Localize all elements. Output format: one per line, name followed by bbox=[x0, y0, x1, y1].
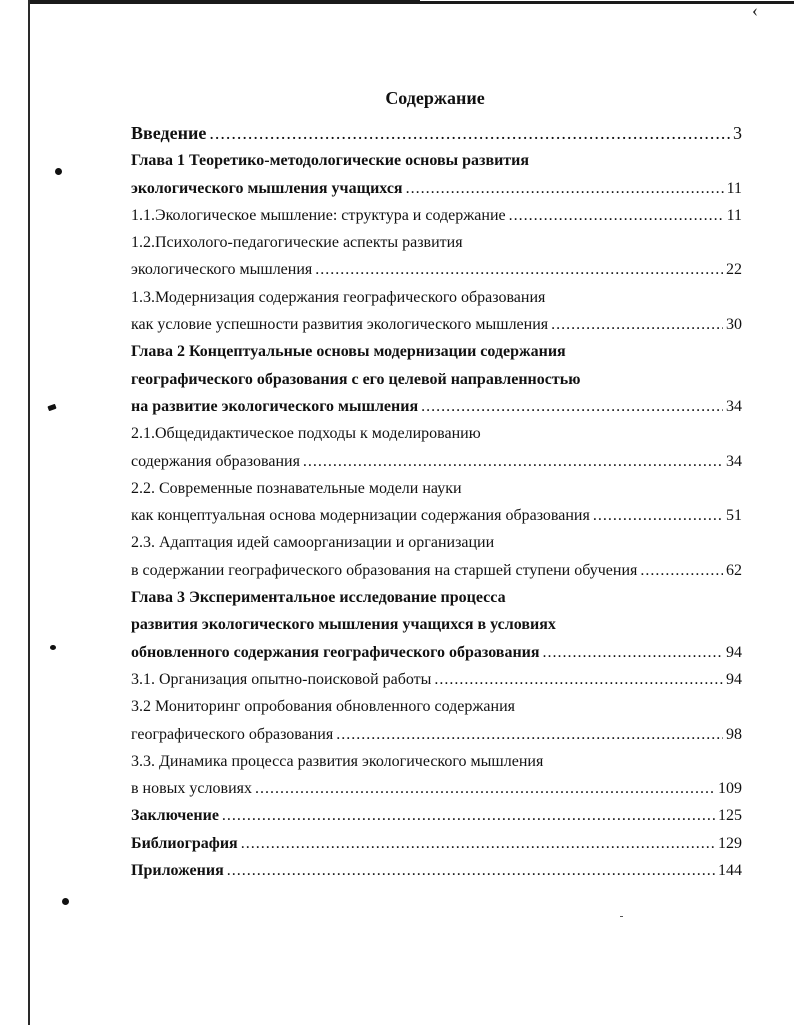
toc-entry-text: содержания образования bbox=[131, 452, 300, 470]
punch-hole-mark bbox=[47, 404, 56, 411]
toc-entry-text: развития экологического мышления учащихся в условиях bbox=[131, 616, 556, 634]
toc-entry-text: в содержании географического образования на старшей ступени обучения bbox=[131, 561, 638, 579]
toc-entry bbox=[131, 748, 742, 803]
toc-entry bbox=[131, 147, 742, 202]
toc-entry-text: экологического мышления учащихся bbox=[131, 179, 403, 197]
toc-dot-leader bbox=[255, 775, 715, 802]
toc-entry bbox=[131, 229, 742, 284]
toc-entry bbox=[131, 693, 742, 748]
toc-page-number: 51 bbox=[726, 507, 742, 525]
toc-entry-text: 2.1.Общедидактическое подходы к моделированию bbox=[131, 425, 481, 443]
toc-dot-leader bbox=[593, 502, 723, 529]
toc-dot-leader bbox=[543, 639, 723, 666]
toc-entry-text: 3.1. Организация опытно-поисковой работы bbox=[131, 670, 432, 688]
toc-entry-line bbox=[131, 366, 742, 393]
toc-entry-text: 3.3. Динамика процесса развития экологического мышления bbox=[131, 752, 544, 770]
toc-dot-leader bbox=[421, 393, 723, 420]
toc-page-number: 34 bbox=[726, 452, 742, 470]
toc-dot-leader bbox=[640, 557, 723, 584]
toc-entry bbox=[131, 202, 742, 229]
punch-hole-mark bbox=[55, 168, 62, 175]
toc-entry-text: Глава 3 Экспериментальное исследование процесса bbox=[131, 589, 506, 607]
toc-page-number: 98 bbox=[726, 725, 742, 743]
toc-entry-text: Приложения bbox=[131, 862, 224, 880]
toc-entry-line-with-page bbox=[131, 202, 742, 229]
scan-speck bbox=[620, 916, 623, 917]
toc-entry-text: Глава 2 Концептуальные основы модернизации содержания bbox=[131, 343, 566, 361]
toc-page-number: 94 bbox=[726, 643, 742, 661]
toc-page-number: 30 bbox=[726, 316, 742, 334]
page-title: Содержание bbox=[385, 88, 485, 108]
toc-entry-line-with-page bbox=[131, 256, 742, 283]
toc-entry-line bbox=[131, 584, 742, 611]
toc-entry-line bbox=[131, 475, 742, 502]
toc-entry bbox=[131, 584, 742, 666]
toc-entry-text: как условие успешности развития экологического мышления bbox=[131, 316, 549, 334]
toc-entry-line-with-page bbox=[131, 175, 742, 202]
toc-entry-text: обновленного содержания географического образования bbox=[131, 643, 540, 661]
toc-entry-text: географического образования с его целевой направленностью bbox=[131, 370, 581, 388]
scan-border-left bbox=[28, 0, 30, 1025]
toc-dot-leader bbox=[551, 311, 723, 338]
toc-page-number: 144 bbox=[718, 862, 742, 880]
toc-dot-leader bbox=[241, 830, 715, 857]
toc-entry bbox=[131, 666, 742, 693]
toc-entry-text: на развитие экологического мышления bbox=[131, 397, 419, 415]
toc-page-number: 11 bbox=[726, 206, 742, 224]
toc-entry-line bbox=[131, 748, 742, 775]
toc-entry-text: в новых условиях bbox=[131, 780, 252, 798]
toc-entry-text: 3.2 Мониторинг опробования обновленного содержания bbox=[131, 698, 515, 716]
toc-entry-line bbox=[131, 147, 742, 174]
toc-dot-leader bbox=[315, 256, 723, 283]
toc-entry-text: Библиография bbox=[131, 834, 238, 852]
toc-entry-line bbox=[131, 338, 742, 365]
toc-dot-leader bbox=[222, 802, 715, 829]
toc-entry bbox=[131, 120, 742, 147]
toc-entry-text: как концептуальная основа модернизации содержания образования bbox=[131, 507, 590, 525]
toc-entry-text: географического образования bbox=[131, 725, 334, 743]
toc-page-number: 125 bbox=[718, 807, 742, 825]
toc-dot-leader bbox=[209, 120, 730, 147]
toc-entry-line bbox=[131, 693, 742, 720]
toc-entry bbox=[131, 857, 742, 884]
toc-page-number: 22 bbox=[726, 261, 742, 279]
toc-entry-line-with-page bbox=[131, 639, 742, 666]
toc-entry bbox=[131, 529, 742, 584]
toc-entry-text: 2.3. Адаптация идей самоорганизации и организации bbox=[131, 534, 495, 552]
scan-border-top-gap bbox=[420, 0, 794, 1]
punch-hole-mark bbox=[50, 645, 56, 650]
toc-entry-line-with-page bbox=[131, 802, 742, 829]
toc-entry-text: 1.3.Модернизация содержания географического образования bbox=[131, 288, 546, 306]
toc-page-number: 62 bbox=[726, 561, 742, 579]
toc-dot-leader bbox=[509, 202, 724, 229]
toc-entry-line-with-page bbox=[131, 448, 742, 475]
toc-entry-line-with-page bbox=[131, 120, 742, 147]
toc-entry-line bbox=[131, 420, 742, 447]
toc-entry-line bbox=[131, 611, 742, 638]
toc-entry-line bbox=[131, 229, 742, 256]
table-of-contents bbox=[131, 120, 742, 884]
toc-entry-line bbox=[131, 284, 742, 311]
toc-dot-leader bbox=[406, 175, 724, 202]
toc-entry-line-with-page bbox=[131, 666, 742, 693]
toc-page-number: 3 bbox=[733, 123, 742, 143]
toc-entry-text: 1.2.Психолого-педагогические аспекты развития bbox=[131, 234, 463, 252]
toc-entry-line-with-page bbox=[131, 775, 742, 802]
toc-page-number: 109 bbox=[718, 780, 742, 798]
toc-page-number: 129 bbox=[718, 834, 742, 852]
toc-entry bbox=[131, 420, 742, 475]
toc-entry-text: 1.1.Экологическое мышление: структура и содержание bbox=[131, 206, 506, 224]
toc-dot-leader bbox=[227, 857, 715, 884]
toc-entry bbox=[131, 338, 742, 420]
toc-dot-leader bbox=[303, 448, 723, 475]
toc-entry-text: 2.2. Современные познавательные модели науки bbox=[131, 479, 462, 497]
toc-entry-line-with-page bbox=[131, 393, 742, 420]
toc-entry bbox=[131, 802, 742, 829]
toc-entry bbox=[131, 475, 742, 530]
toc-page-number: 94 bbox=[726, 670, 742, 688]
toc-entry-line-with-page bbox=[131, 502, 742, 529]
toc-entry-line-with-page bbox=[131, 857, 742, 884]
corner-mark: ‹ bbox=[752, 0, 758, 20]
toc-entry-line-with-page bbox=[131, 830, 742, 857]
toc-dot-leader bbox=[336, 721, 723, 748]
toc-entry-text: Заключение bbox=[131, 807, 219, 825]
toc-entry bbox=[131, 284, 742, 339]
toc-dot-leader bbox=[434, 666, 723, 693]
toc-entry-line-with-page bbox=[131, 721, 742, 748]
toc-entry-text: Введение bbox=[131, 123, 207, 143]
toc-entry-line-with-page bbox=[131, 311, 742, 338]
toc-entry-line bbox=[131, 529, 742, 556]
toc-entry-text: экологического мышления bbox=[131, 261, 313, 279]
toc-entry-line-with-page bbox=[131, 557, 742, 584]
toc-entry-text: Глава 1 Теоретико-методологические основы развития bbox=[131, 152, 530, 170]
toc-entry bbox=[131, 830, 742, 857]
toc-page-number: 11 bbox=[726, 179, 742, 197]
toc-page-number: 34 bbox=[726, 397, 742, 415]
punch-hole-mark bbox=[62, 898, 69, 905]
